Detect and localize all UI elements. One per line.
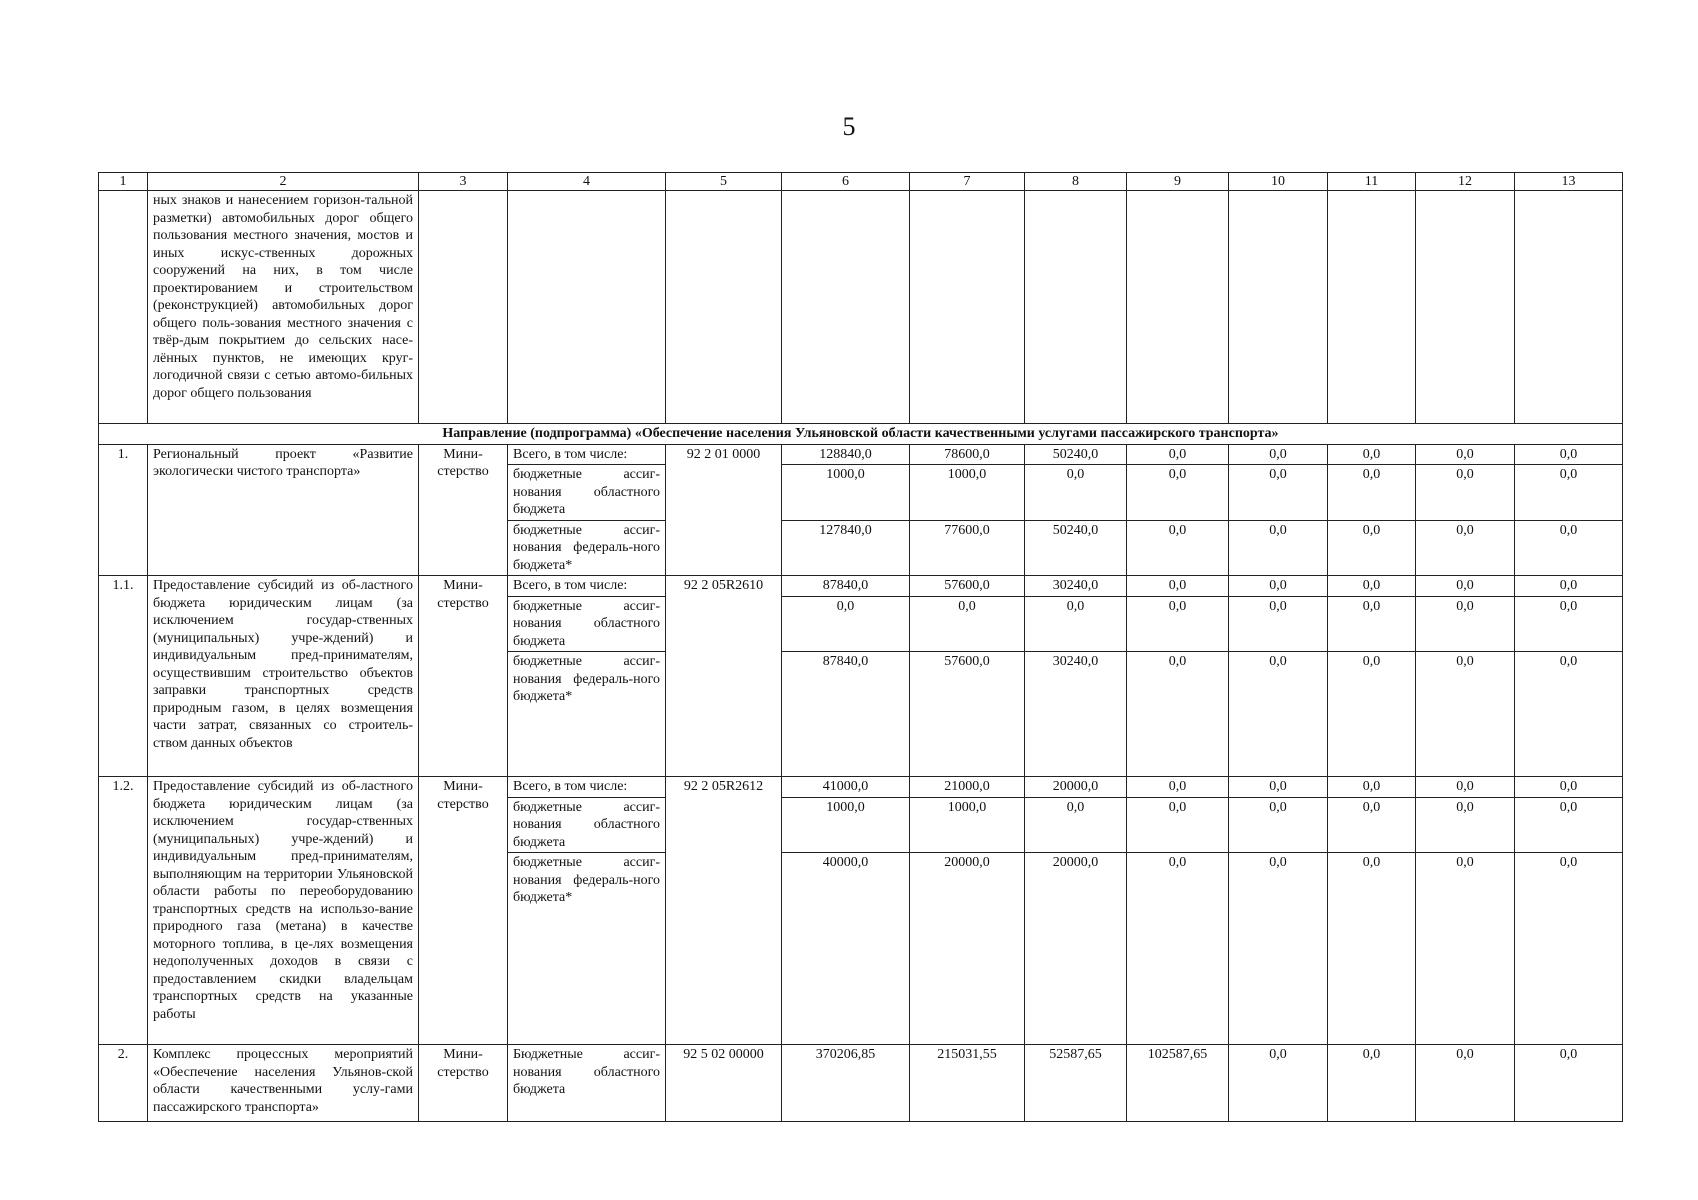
amount-cell: 0,0 — [1416, 520, 1515, 576]
amount-cell: 0,0 — [1328, 853, 1416, 1045]
section-title: Направление (подпрограмма) «Обеспечение населения Ульяновской области качественными услугами пассажирского транспорта» — [99, 424, 1623, 445]
funding-source: Бюджетные ассиг-нования областного бюджета — [508, 1045, 666, 1122]
executor: Мини-стерство — [419, 576, 508, 777]
executor: Мини-стерство — [419, 444, 508, 576]
amount-cell: 78600,0 — [910, 444, 1025, 465]
amount-cell: 370206,85 — [782, 1045, 910, 1122]
amount-cell: 1000,0 — [910, 797, 1025, 853]
amount-cell: 50240,0 — [1025, 444, 1127, 465]
table-row — [99, 777, 1623, 798]
amount-cell: 57600,0 — [910, 652, 1025, 777]
amount-cell: 1000,0 — [910, 465, 1025, 521]
executor: Мини-стерство — [419, 1045, 508, 1122]
amount-cell: 20000,0 — [910, 853, 1025, 1045]
amount-cell: 0,0 — [782, 596, 910, 652]
funding-source: Всего, в том числе: — [508, 576, 666, 597]
amount-cell: 52587,65 — [1025, 1045, 1127, 1122]
budget-code: 92 5 02 00000 — [666, 1045, 782, 1122]
amount-cell: 0,0 — [1515, 777, 1623, 798]
amount-cell: 0,0 — [1328, 465, 1416, 521]
amount-cell: 0,0 — [1328, 596, 1416, 652]
budget-table — [98, 172, 1623, 1122]
empty-cell — [1127, 191, 1229, 424]
column-number: 13 — [1515, 173, 1623, 191]
amount-cell: 0,0 — [1515, 520, 1623, 576]
column-number: 11 — [1328, 173, 1416, 191]
amount-cell: 0,0 — [1025, 797, 1127, 853]
amount-cell: 30240,0 — [1025, 652, 1127, 777]
row-number: 1. — [99, 444, 148, 576]
table-row — [99, 1045, 1623, 1122]
amount-cell: 0,0 — [1416, 576, 1515, 597]
table-row — [99, 444, 1623, 465]
amount-cell: 0,0 — [1229, 797, 1328, 853]
column-number: 8 — [1025, 173, 1127, 191]
amount-cell: 0,0 — [1127, 465, 1229, 521]
empty-cell — [910, 191, 1025, 424]
amount-cell: 0,0 — [1127, 797, 1229, 853]
section-row — [99, 424, 1623, 445]
amount-cell: 0,0 — [1515, 652, 1623, 777]
amount-cell: 20000,0 — [1025, 777, 1127, 798]
column-number: 6 — [782, 173, 910, 191]
column-number: 10 — [1229, 173, 1328, 191]
amount-cell: 0,0 — [1328, 520, 1416, 576]
executor: Мини-стерство — [419, 777, 508, 1045]
column-number: 5 — [666, 173, 782, 191]
amount-cell: 0,0 — [1328, 652, 1416, 777]
table-row — [99, 576, 1623, 597]
column-number: 1 — [99, 173, 148, 191]
amount-cell: 0,0 — [1328, 576, 1416, 597]
amount-cell: 0,0 — [910, 596, 1025, 652]
amount-cell: 0,0 — [1328, 1045, 1416, 1122]
page-number: 5 — [842, 112, 856, 141]
empty-cell — [666, 191, 782, 424]
column-number: 12 — [1416, 173, 1515, 191]
amount-cell: 0,0 — [1229, 576, 1328, 597]
amount-cell: 215031,55 — [910, 1045, 1025, 1122]
column-number: 2 — [148, 173, 419, 191]
amount-cell: 0,0 — [1229, 1045, 1328, 1122]
amount-cell: 0,0 — [1229, 652, 1328, 777]
budget-code: 92 2 05R2610 — [666, 576, 782, 777]
continued-text: ных знаков и нанесением горизон-тальной разметки) автомобильных дорог общего пользования местного значения, мостов и иных искус-ственных дорожных сооружений на них, в том числе проектированием и строительством (реконструкцией) автомобильных дорог общего поль-зования местного значения с твёр-дым покрытием до сельских насе-лённых пунктов, не имеющих круг-логодичной связи с сетью автомо-бильных дорог общего пользования — [148, 191, 419, 424]
amount-cell: 0,0 — [1416, 444, 1515, 465]
column-number: 4 — [508, 173, 666, 191]
funding-source: Всего, в том числе: — [508, 444, 666, 465]
column-number: 7 — [910, 173, 1025, 191]
continued-row — [99, 191, 1623, 424]
amount-cell: 0,0 — [1515, 444, 1623, 465]
funding-source: бюджетные ассиг-нования федераль-ного бюджета* — [508, 520, 666, 576]
amount-cell: 0,0 — [1127, 777, 1229, 798]
empty-cell — [419, 191, 508, 424]
row-number: 1.1. — [99, 576, 148, 777]
amount-cell: 87840,0 — [782, 652, 910, 777]
amount-cell: 1000,0 — [782, 797, 910, 853]
empty-cell — [1416, 191, 1515, 424]
amount-cell: 1000,0 — [782, 465, 910, 521]
funding-source: бюджетные ассиг-нования областного бюджета — [508, 797, 666, 853]
funding-source: бюджетные ассиг-нования областного бюджета — [508, 465, 666, 521]
amount-cell: 20000,0 — [1025, 853, 1127, 1045]
budget-code: 92 2 05R2612 — [666, 777, 782, 1045]
column-number-row — [99, 173, 1623, 191]
amount-cell: 0,0 — [1127, 576, 1229, 597]
amount-cell: 0,0 — [1328, 797, 1416, 853]
empty-cell — [1328, 191, 1416, 424]
amount-cell: 0,0 — [1127, 444, 1229, 465]
amount-cell: 0,0 — [1515, 596, 1623, 652]
amount-cell: 0,0 — [1127, 520, 1229, 576]
amount-cell: 0,0 — [1229, 520, 1328, 576]
empty-cell — [1025, 191, 1127, 424]
amount-cell: 127840,0 — [782, 520, 910, 576]
amount-cell: 0,0 — [1515, 576, 1623, 597]
funding-source: бюджетные ассиг-нования федераль-ного бюджета* — [508, 652, 666, 777]
amount-cell: 0,0 — [1229, 444, 1328, 465]
row-number: 2. — [99, 1045, 148, 1122]
budget-code: 92 2 01 0000 — [666, 444, 782, 576]
amount-cell: 0,0 — [1416, 1045, 1515, 1122]
amount-cell: 41000,0 — [782, 777, 910, 798]
amount-cell: 21000,0 — [910, 777, 1025, 798]
continued-num-cell — [99, 191, 148, 424]
row-number: 1.2. — [99, 777, 148, 1045]
amount-cell: 0,0 — [1229, 465, 1328, 521]
empty-cell — [782, 191, 910, 424]
amount-cell: 0,0 — [1127, 652, 1229, 777]
event-name: Предоставление субсидий из об-ластного бюджета юридическим лицам (за исключением государ-ственных (муниципальных) учре-ждений) и индивидуальным пред-принимателям, осуществившим строительство объектов заправки транспортных средств природным газом, в целях возмещения части затрат, связанных со строитель-ством данных объектов — [148, 576, 419, 777]
amount-cell: 0,0 — [1416, 465, 1515, 521]
amount-cell: 102587,65 — [1127, 1045, 1229, 1122]
amount-cell: 0,0 — [1416, 853, 1515, 1045]
amount-cell: 0,0 — [1328, 444, 1416, 465]
event-name: Комплекс процессных мероприятий «Обеспечение населения Ульянов-ской области качественными услу-гами пассажирского транспорта» — [148, 1045, 419, 1122]
amount-cell: 128840,0 — [782, 444, 910, 465]
amount-cell: 0,0 — [1515, 1045, 1623, 1122]
empty-cell — [1229, 191, 1328, 424]
amount-cell: 0,0 — [1127, 596, 1229, 652]
column-number: 9 — [1127, 173, 1229, 191]
amount-cell: 0,0 — [1416, 596, 1515, 652]
amount-cell: 57600,0 — [910, 576, 1025, 597]
amount-cell: 0,0 — [1416, 777, 1515, 798]
event-name: Региональный проект «Развитие экологически чистого транспорта» — [148, 444, 419, 576]
amount-cell: 0,0 — [1416, 797, 1515, 853]
amount-cell: 40000,0 — [782, 853, 910, 1045]
amount-cell: 0,0 — [1515, 465, 1623, 521]
amount-cell: 0,0 — [1229, 777, 1328, 798]
empty-cell — [1515, 191, 1623, 424]
amount-cell: 0,0 — [1025, 596, 1127, 652]
empty-cell — [508, 191, 666, 424]
amount-cell: 0,0 — [1229, 596, 1328, 652]
amount-cell: 30240,0 — [1025, 576, 1127, 597]
amount-cell: 0,0 — [1515, 853, 1623, 1045]
amount-cell: 0,0 — [1328, 777, 1416, 798]
amount-cell: 0,0 — [1515, 797, 1623, 853]
funding-source: Всего, в том числе: — [508, 777, 666, 798]
amount-cell: 50240,0 — [1025, 520, 1127, 576]
column-number: 3 — [419, 173, 508, 191]
amount-cell: 0,0 — [1127, 853, 1229, 1045]
amount-cell: 0,0 — [1025, 465, 1127, 521]
amount-cell: 77600,0 — [910, 520, 1025, 576]
amount-cell: 0,0 — [1229, 853, 1328, 1045]
amount-cell: 0,0 — [1416, 652, 1515, 777]
amount-cell: 87840,0 — [782, 576, 910, 597]
funding-source: бюджетные ассиг-нования федераль-ного бюджета* — [508, 853, 666, 1045]
funding-source: бюджетные ассиг-нования областного бюджета — [508, 596, 666, 652]
event-name: Предоставление субсидий из об-ластного бюджета юридическим лицам (за исключением государ-ственных (муниципальных) учре-ждений) и индивидуальным пред-принимателям, выполняющим на территории Ульяновской области работы по переоборудованию транспортных средств на использо-вание природного газа (метана) в качестве моторного топлива, в це-лях возмещения недополученных доходов в связи с предоставлением скидки владельцам транспортных средств на указанные работы — [148, 777, 419, 1045]
